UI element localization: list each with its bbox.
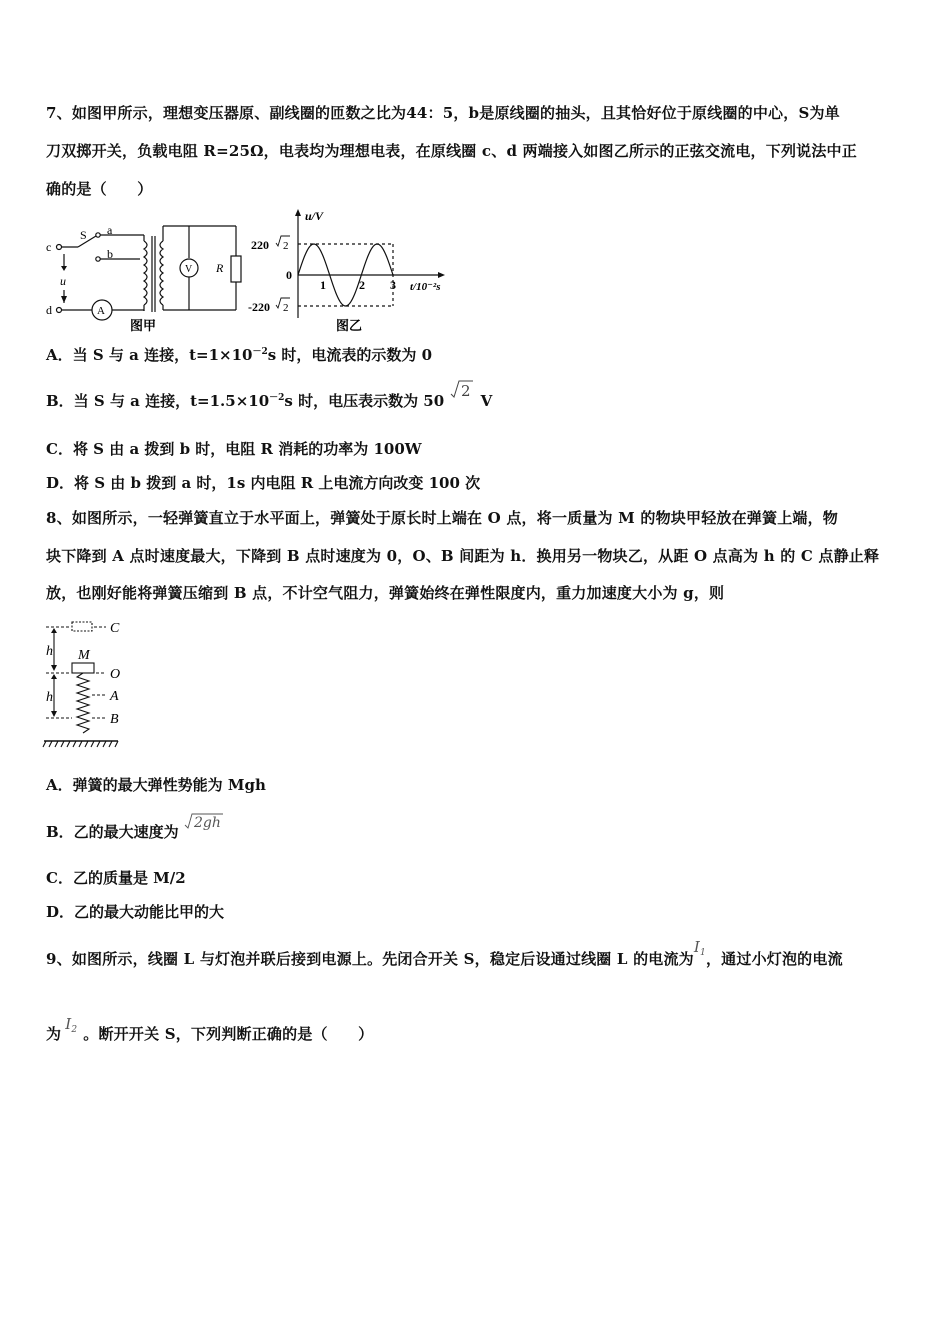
level-c-label: C: [110, 621, 120, 636]
y-bottom-value: -220: [248, 300, 270, 314]
q9-line-1: 9、如图所示，线圈 L 与灯泡并联后接到电源上。先闭合开关 S，稳定后设通过线圈 L 的电流为$I_1$，通过小灯泡的电流: [46, 938, 843, 968]
level-a-label: A: [110, 689, 119, 704]
terminal-d-label: d: [46, 303, 52, 317]
sqrt-2-symbol: [449, 379, 475, 407]
voltage-u-label: u: [60, 274, 66, 288]
contact-a-label: a: [107, 223, 113, 237]
q8-option-a: A．弹簧的最大弹性势能为 Mgh: [46, 776, 266, 794]
figure-yi-graph: [248, 206, 453, 340]
height-h-upper-label: h: [46, 644, 53, 659]
q8-option-d: D．乙的最大动能比甲的大: [46, 903, 225, 921]
sqrt-2gh-symbol: [184, 812, 224, 838]
q7-option-d: D．将 S 由 b 拨到 a 时，1s 内电阻 R 上电流方向改变 100 次: [46, 474, 481, 492]
x-tick-label-1: 1: [320, 278, 326, 292]
q8-option-b: B．乙的最大速度为 2gh: [46, 820, 224, 846]
figure-yi-caption: 图乙: [336, 318, 363, 333]
figure-spring: [42, 615, 132, 754]
q9-line-2: 为$I_2$ 。断开开关 S，下列判断正确的是（ ）: [46, 1015, 374, 1043]
figure-jia-caption: 图甲: [130, 318, 157, 333]
y-bottom-sqrt-arg: 2: [283, 302, 289, 314]
q7-option-c: C．将 S 由 a 拨到 b 时，电阻 R 消耗的功率为 100W: [46, 440, 422, 458]
level-b-label: B: [110, 712, 119, 727]
y-top-sqrt-arg: 2: [283, 240, 289, 252]
origin-zero: 0: [286, 268, 292, 282]
q7-option-b: B．当 S 与 a 连接，$t=1.5\times 10^{-2}s$ 时，电压表示数为 50 2 V: [46, 388, 492, 416]
y-top-value: 220: [251, 238, 269, 252]
current-i2-symbol: $I_2$: [65, 1015, 78, 1035]
q7-option-a: A．当 S 与 a 连接，$t=1\times 10^{-2}s$ 时，电流表的示数为 0: [46, 346, 433, 364]
q7-line-3: 确的是（ ）: [46, 180, 153, 198]
y-axis-label: u/V: [305, 209, 324, 223]
level-o-label: O: [110, 667, 121, 682]
svg-text:2gh: 2gh: [193, 815, 221, 831]
figure-jia-circuit: [44, 214, 249, 340]
x-tick-label-3: 3: [390, 278, 396, 292]
svg-text:2: 2: [461, 382, 471, 400]
current-i1-symbol: $I_1$: [693, 938, 706, 958]
ammeter-a-label: A: [97, 305, 105, 317]
q8-option-c: C．乙的质量是 M/2: [46, 869, 186, 887]
height-h-lower-label: h: [46, 690, 53, 705]
q8-line-2: 块下降到 A 点时速度最大，下降到 B 点时速度为 0，O、B 间距为 h．换用另一物块乙，从距 O 点高为 h 的 C 点静止释: [46, 547, 880, 565]
contact-b-label: b: [107, 247, 113, 261]
q8-line-1: 8、如图所示，一轻弹簧直立于水平面上，弹簧处于原长时上端在 O 点，将一质量为 M 的物块甲轻放在弹簧上端，物: [46, 509, 839, 527]
switch-s-label: S: [80, 228, 87, 242]
voltmeter-v-label: V: [185, 264, 193, 275]
q7-line-2: 刀双掷开关，负载电阻 R=25Ω，电表均为理想电表，在原线圈 c、d 两端接入如图乙所示的正弦交流电，下列说法中正: [46, 142, 857, 160]
terminal-c-label: c: [46, 240, 52, 254]
x-tick-label-2: 2: [359, 278, 365, 292]
block-m-label: M: [78, 648, 90, 663]
q8-line-3: 放，也刚好能将弹簧压缩到 B 点，不计空气阻力，弹簧始终在弹性限度内，重力加速度大小为 g，则: [46, 584, 725, 602]
x-axis-label: t/10⁻²s: [410, 281, 441, 293]
q7-line-1: 7、如图甲所示，理想变压器原、副线圈的匝数之比为44：5，b是原线圈的抽头，且其恰好位于原线圈的中心，S为单: [46, 104, 840, 122]
resistor-r-label: R: [216, 261, 224, 275]
